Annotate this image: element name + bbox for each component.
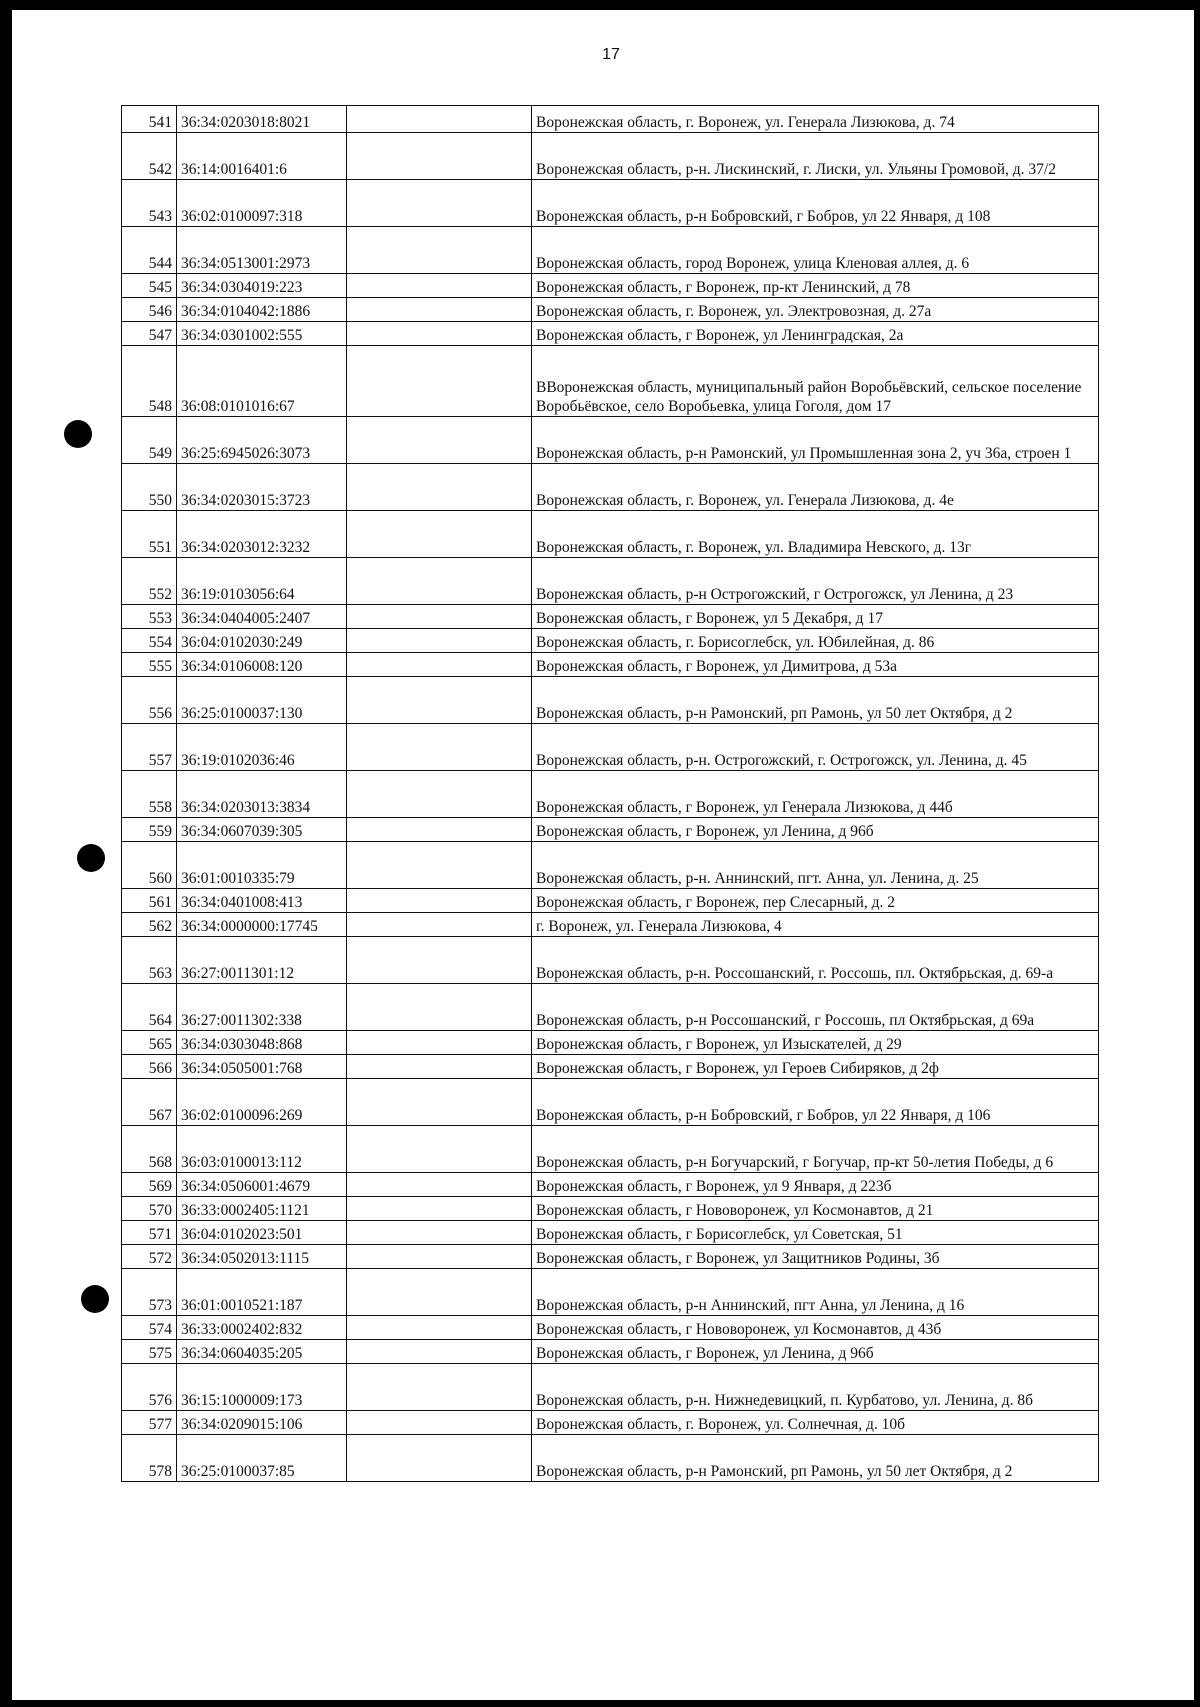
row-number-cell: 548 (122, 346, 177, 417)
cadastral-number-cell: 36:01:0010335:79 (177, 842, 347, 889)
address-cell: Воронежская область, г Воронеж, ул Ленина, д 96б (532, 1340, 1099, 1364)
address-cell: Воронежская область, р-н Бобровский, г Бобров, ул 22 Января, д 106 (532, 1079, 1099, 1126)
table-row (122, 818, 1099, 842)
scan-border-bottom (0, 1700, 1200, 1707)
scan-border-top (0, 0, 1200, 10)
cadastral-number-cell: 36:08:0101016:67 (177, 346, 347, 417)
empty-cell (347, 1031, 532, 1055)
empty-cell (347, 1173, 532, 1197)
address-cell: Воронежская область, г. Борисоглебск, ул. Юбилейная, д. 86 (532, 629, 1099, 653)
table-row (122, 1197, 1099, 1221)
table-row (122, 464, 1099, 511)
table-row (122, 227, 1099, 274)
cadastral-number-cell: 36:25:6945026:3073 (177, 417, 347, 464)
row-number-cell: 577 (122, 1411, 177, 1435)
row-number-cell: 541 (122, 106, 177, 133)
table-row (122, 771, 1099, 818)
table-row (122, 511, 1099, 558)
cadastral-number-cell: 36:02:0100097:318 (177, 180, 347, 227)
cadastral-number-cell: 36:33:0002405:1121 (177, 1197, 347, 1221)
row-number-cell: 562 (122, 913, 177, 937)
cadastral-number-cell: 36:34:0106008:120 (177, 653, 347, 677)
empty-cell (347, 605, 532, 629)
punch-hole-mark (81, 1285, 109, 1313)
table-row (122, 913, 1099, 937)
row-number-cell: 560 (122, 842, 177, 889)
table-row (122, 322, 1099, 346)
cadastral-number-cell: 36:01:0010521:187 (177, 1269, 347, 1316)
cadastral-number-cell: 36:34:0104042:1886 (177, 298, 347, 322)
empty-cell (347, 346, 532, 417)
empty-cell (347, 1197, 532, 1221)
empty-cell (347, 274, 532, 298)
empty-cell (347, 1055, 532, 1079)
address-cell: Воронежская область, г Воронеж, ул Изыскателей, д 29 (532, 1031, 1099, 1055)
cadastral-number-cell: 36:34:0506001:4679 (177, 1173, 347, 1197)
table-row (122, 274, 1099, 298)
punch-hole-mark (77, 844, 105, 872)
row-number-cell: 544 (122, 227, 177, 274)
cadastral-number-cell: 36:34:0209015:106 (177, 1411, 347, 1435)
punch-hole-mark (64, 420, 92, 448)
empty-cell (347, 842, 532, 889)
cadastral-number-cell: 36:34:0000000:17745 (177, 913, 347, 937)
address-cell: Воронежская область, р-н Рамонский, рп Рамонь, ул 50 лет Октября, д 2 (532, 1435, 1099, 1482)
table-row (122, 937, 1099, 984)
cadastral-number-cell: 36:34:0203013:3834 (177, 771, 347, 818)
cadastral-number-cell: 36:34:0301002:555 (177, 322, 347, 346)
address-cell: Воронежская область, р-н Россошанский, г Россошь, пл Октябрьская, д 69а (532, 984, 1099, 1031)
table-row (122, 1435, 1099, 1482)
empty-cell (347, 913, 532, 937)
cadastral-number-cell: 36:02:0100096:269 (177, 1079, 347, 1126)
cadastral-number-cell: 36:34:0203015:3723 (177, 464, 347, 511)
empty-cell (347, 1411, 532, 1435)
table-row (122, 180, 1099, 227)
table-row (122, 724, 1099, 771)
property-registry-table (121, 105, 1099, 1482)
row-number-cell: 566 (122, 1055, 177, 1079)
address-cell: Воронежская область, г Борисоглебск, ул Советская, 51 (532, 1221, 1099, 1245)
empty-cell (347, 1079, 532, 1126)
address-cell: Воронежская область, р-н Аннинский, пгт Анна, ул Ленина, д 16 (532, 1269, 1099, 1316)
scan-border-right (1194, 0, 1200, 1707)
address-cell: Воронежская область, р-н Рамонский, ул Промышленная зона 2, уч 36а, строен 1 (532, 417, 1099, 464)
table-row (122, 629, 1099, 653)
row-number-cell: 569 (122, 1173, 177, 1197)
empty-cell (347, 629, 532, 653)
empty-cell (347, 1269, 532, 1316)
row-number-cell: 543 (122, 180, 177, 227)
row-number-cell: 542 (122, 133, 177, 180)
address-cell: Воронежская область, г Воронеж, ул Генерала Лизюкова, д 44б (532, 771, 1099, 818)
address-cell: Воронежская область, г. Воронеж, ул. Генерала Лизюкова, д. 74 (532, 106, 1099, 133)
cadastral-number-cell: 36:34:0203018:8021 (177, 106, 347, 133)
empty-cell (347, 677, 532, 724)
empty-cell (347, 322, 532, 346)
cadastral-number-cell: 36:33:0002402:832 (177, 1316, 347, 1340)
empty-cell (347, 106, 532, 133)
row-number-cell: 570 (122, 1197, 177, 1221)
address-cell: Воронежская область, р-н Рамонский, рп Рамонь, ул 50 лет Октября, д 2 (532, 677, 1099, 724)
cadastral-number-cell: 36:04:0102023:501 (177, 1221, 347, 1245)
table-body (122, 106, 1099, 1482)
table-row (122, 1269, 1099, 1316)
empty-cell (347, 1316, 532, 1340)
cadastral-number-cell: 36:25:0100037:85 (177, 1435, 347, 1482)
address-cell: Воронежская область, р-н. Лискинский, г. Лиски, ул. Ульяны Громовой, д. 37/2 (532, 133, 1099, 180)
cadastral-number-cell: 36:34:0513001:2973 (177, 227, 347, 274)
table-row (122, 1031, 1099, 1055)
cadastral-number-cell: 36:19:0102036:46 (177, 724, 347, 771)
empty-cell (347, 724, 532, 771)
row-number-cell: 552 (122, 558, 177, 605)
table-row (122, 1079, 1099, 1126)
table-row (122, 558, 1099, 605)
cadastral-number-cell: 36:27:0011301:12 (177, 937, 347, 984)
cadastral-number-cell: 36:03:0100013:112 (177, 1126, 347, 1173)
empty-cell (347, 1221, 532, 1245)
table-row (122, 133, 1099, 180)
row-number-cell: 554 (122, 629, 177, 653)
row-number-cell: 567 (122, 1079, 177, 1126)
cadastral-number-cell: 36:34:0607039:305 (177, 818, 347, 842)
address-cell: Воронежская область, г. Воронеж, ул. Владимира Невского, д. 13г (532, 511, 1099, 558)
row-number-cell: 571 (122, 1221, 177, 1245)
empty-cell (347, 511, 532, 558)
address-cell: Воронежская область, р-н. Острогожский, г. Острогожск, ул. Ленина, д. 45 (532, 724, 1099, 771)
address-cell: Воронежская область, р-н. Нижнедевицкий, п. Курбатово, ул. Ленина, д. 8б (532, 1364, 1099, 1411)
table-row (122, 1173, 1099, 1197)
table-row (122, 1221, 1099, 1245)
page-number: 17 (602, 46, 620, 63)
empty-cell (347, 558, 532, 605)
address-cell: Воронежская область, г Воронеж, ул 9 Января, д 223б (532, 1173, 1099, 1197)
address-cell: г. Воронеж, ул. Генерала Лизюкова, 4 (532, 913, 1099, 937)
scan-border-left (0, 0, 12, 1707)
cadastral-number-cell: 36:27:0011302:338 (177, 984, 347, 1031)
row-number-cell: 559 (122, 818, 177, 842)
table-row (122, 842, 1099, 889)
address-cell: Воронежская область, р-н Бобровский, г Бобров, ул 22 Января, д 108 (532, 180, 1099, 227)
table-row (122, 346, 1099, 417)
table-row (122, 106, 1099, 133)
empty-cell (347, 417, 532, 464)
cadastral-number-cell: 36:34:0304019:223 (177, 274, 347, 298)
cadastral-number-cell: 36:34:0404005:2407 (177, 605, 347, 629)
address-cell: Воронежская область, г Воронеж, пер Слесарный, д. 2 (532, 889, 1099, 913)
empty-cell (347, 133, 532, 180)
table-row (122, 298, 1099, 322)
cadastral-number-cell: 36:34:0604035:205 (177, 1340, 347, 1364)
address-cell: Воронежская область, город Воронеж, улица Кленовая аллея, д. 6 (532, 227, 1099, 274)
address-cell: Воронежская область, р-н. Россошанский, г. Россошь, пл. Октябрьская, д. 69-а (532, 937, 1099, 984)
row-number-cell: 568 (122, 1126, 177, 1173)
row-number-cell: 565 (122, 1031, 177, 1055)
empty-cell (347, 937, 532, 984)
row-number-cell: 547 (122, 322, 177, 346)
empty-cell (347, 818, 532, 842)
empty-cell (347, 1340, 532, 1364)
cadastral-number-cell: 36:34:0401008:413 (177, 889, 347, 913)
row-number-cell: 561 (122, 889, 177, 913)
empty-cell (347, 1435, 532, 1482)
address-cell: Воронежская область, р-н Богучарский, г Богучар, пр-кт 50-летия Победы, д 6 (532, 1126, 1099, 1173)
address-cell: Воронежская область, р-н. Аннинский, пгт. Анна, ул. Ленина, д. 25 (532, 842, 1099, 889)
cadastral-number-cell: 36:14:0016401:6 (177, 133, 347, 180)
table-row (122, 1245, 1099, 1269)
empty-cell (347, 1364, 532, 1411)
table-row (122, 1411, 1099, 1435)
row-number-cell: 572 (122, 1245, 177, 1269)
address-cell: Воронежская область, г Воронеж, пр-кт Ленинский, д 78 (532, 274, 1099, 298)
table-row (122, 653, 1099, 677)
row-number-cell: 546 (122, 298, 177, 322)
address-cell: Воронежская область, г. Воронеж, ул. Генерала Лизюкова, д. 4е (532, 464, 1099, 511)
empty-cell (347, 889, 532, 913)
address-cell: Воронежская область, г Воронеж, ул Героев Сибиряков, д 2ф (532, 1055, 1099, 1079)
row-number-cell: 556 (122, 677, 177, 724)
row-number-cell: 564 (122, 984, 177, 1031)
address-cell: Воронежская область, г. Воронеж, ул. Электровозная, д. 27а (532, 298, 1099, 322)
address-cell: Воронежская область, р-н Острогожский, г Острогожск, ул Ленина, д 23 (532, 558, 1099, 605)
table-row (122, 1340, 1099, 1364)
row-number-cell: 574 (122, 1316, 177, 1340)
address-cell: Воронежская область, г Воронеж, ул 5 Декабря, д 17 (532, 605, 1099, 629)
empty-cell (347, 464, 532, 511)
table-row (122, 1055, 1099, 1079)
row-number-cell: 553 (122, 605, 177, 629)
row-number-cell: 549 (122, 417, 177, 464)
empty-cell (347, 771, 532, 818)
row-number-cell: 550 (122, 464, 177, 511)
table-row (122, 677, 1099, 724)
cadastral-number-cell: 36:34:0203012:3232 (177, 511, 347, 558)
row-number-cell: 563 (122, 937, 177, 984)
empty-cell (347, 180, 532, 227)
cadastral-number-cell: 36:25:0100037:130 (177, 677, 347, 724)
empty-cell (347, 1245, 532, 1269)
address-cell: Воронежская область, г Нововоронеж, ул Космонавтов, д 43б (532, 1316, 1099, 1340)
table-row (122, 1316, 1099, 1340)
address-cell: Воронежская область, г Нововоронеж, ул Космонавтов, д 21 (532, 1197, 1099, 1221)
table-row (122, 605, 1099, 629)
cadastral-number-cell: 36:04:0102030:249 (177, 629, 347, 653)
row-number-cell: 578 (122, 1435, 177, 1482)
address-cell: Воронежская область, г Воронеж, ул Защитников Родины, 3б (532, 1245, 1099, 1269)
empty-cell (347, 227, 532, 274)
cadastral-number-cell: 36:34:0502013:1115 (177, 1245, 347, 1269)
cadastral-number-cell: 36:34:0505001:768 (177, 1055, 347, 1079)
address-cell: ВВоронежская область, муниципальный район Воробьёвский, сельское поселение Воробьёвское, село Воробьевка, улица Гоголя, дом 17 (532, 346, 1099, 417)
table-row (122, 1364, 1099, 1411)
empty-cell (347, 653, 532, 677)
table-row (122, 417, 1099, 464)
empty-cell (347, 1126, 532, 1173)
row-number-cell: 557 (122, 724, 177, 771)
row-number-cell: 573 (122, 1269, 177, 1316)
table-row (122, 889, 1099, 913)
table-row (122, 1126, 1099, 1173)
row-number-cell: 545 (122, 274, 177, 298)
empty-cell (347, 984, 532, 1031)
address-cell: Воронежская область, г Воронеж, ул Ленинградская, 2а (532, 322, 1099, 346)
row-number-cell: 558 (122, 771, 177, 818)
empty-cell (347, 298, 532, 322)
cadastral-number-cell: 36:34:0303048:868 (177, 1031, 347, 1055)
row-number-cell: 551 (122, 511, 177, 558)
row-number-cell: 575 (122, 1340, 177, 1364)
address-cell: Воронежская область, г Воронеж, ул Димитрова, д 53а (532, 653, 1099, 677)
cadastral-number-cell: 36:19:0103056:64 (177, 558, 347, 605)
address-cell: Воронежская область, г. Воронеж, ул. Солнечная, д. 10б (532, 1411, 1099, 1435)
address-cell: Воронежская область, г Воронеж, ул Ленина, д 96б (532, 818, 1099, 842)
cadastral-number-cell: 36:15:1000009:173 (177, 1364, 347, 1411)
table-row (122, 984, 1099, 1031)
row-number-cell: 576 (122, 1364, 177, 1411)
row-number-cell: 555 (122, 653, 177, 677)
